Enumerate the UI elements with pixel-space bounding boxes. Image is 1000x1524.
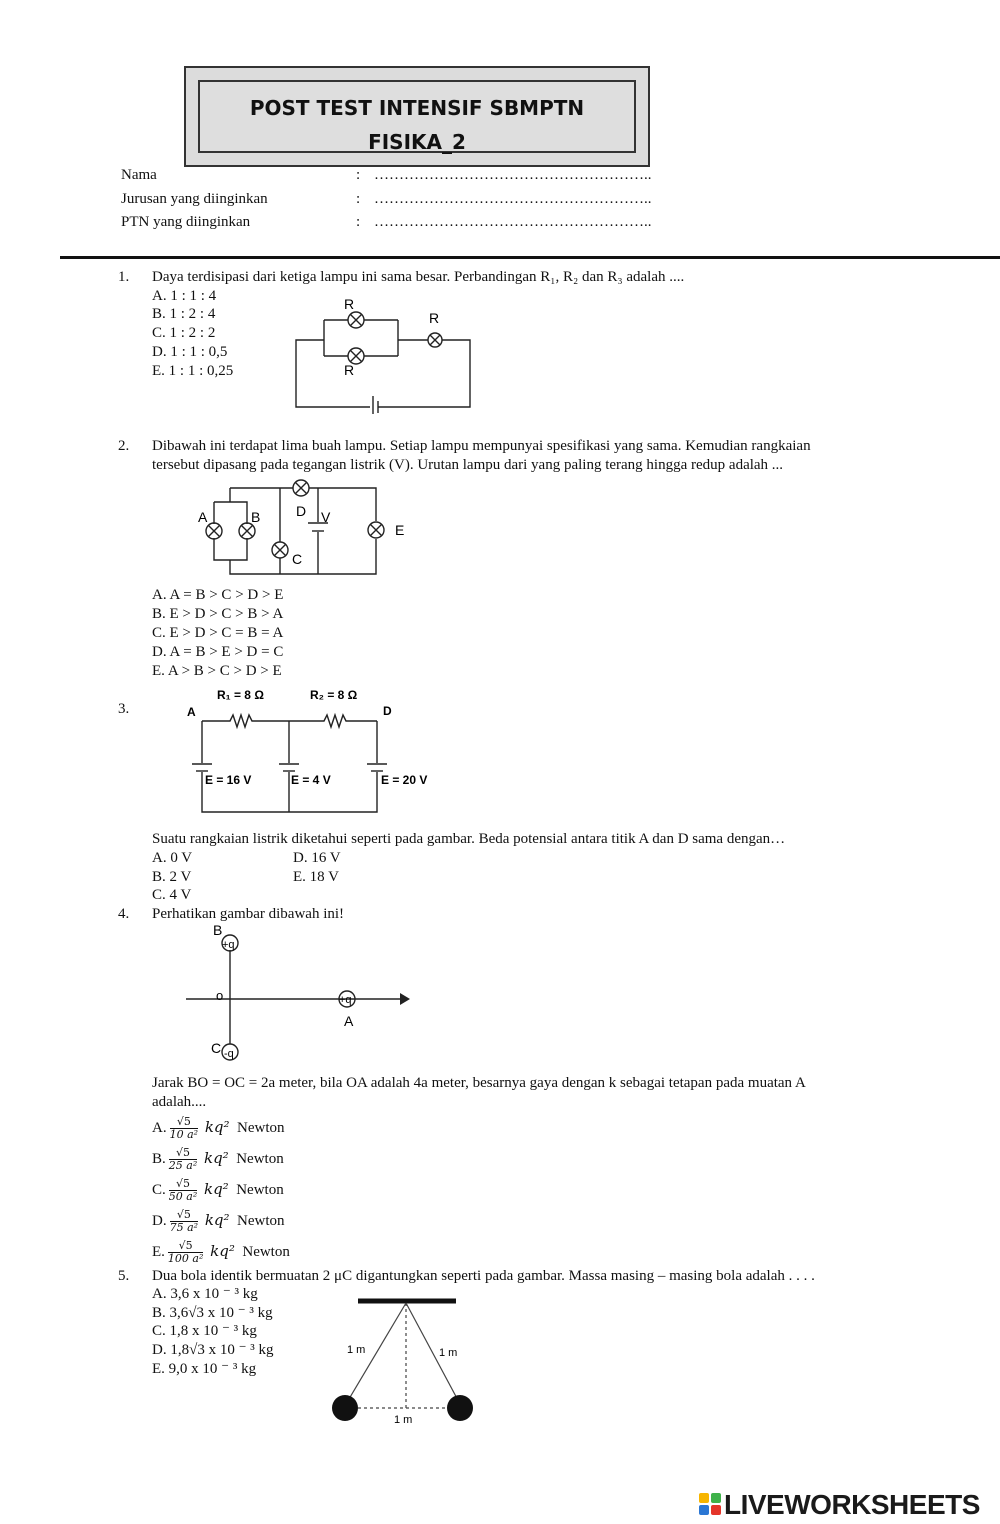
q4-intro: Perhatikan gambar dibawah ini! [152,906,345,922]
q4-label-b: B [213,922,223,938]
q2-number: 2. [118,438,130,454]
q3-label-r1: R₁ = 8 Ω [217,688,264,702]
q4-option-c[interactable]: C. $\frac{√5}{\text{50 a²}}$ kq² Newton [152,1177,284,1204]
title-inner [198,80,636,153]
q2-option-e[interactable]: E. A > B > C > D > E [152,663,282,679]
q2-label-b: B [251,509,261,525]
q1-text: Daya terdisipasi dari ketiga lampu ini sama besar. Perbandingan R₁, R₂ dan R₃ adalah .... [152,269,685,285]
q3-number: 3. [118,701,130,717]
q3-label-d: D [383,704,392,718]
q2-circuit-diagram [190,476,420,586]
q3-option-c[interactable]: C. 4 V [152,887,192,903]
q5-option-b[interactable]: B. 3,6√3 x 10 ⁻ ³ kg [152,1305,273,1321]
q4-option-e[interactable]: E. $\frac{√5}{\text{100 a²}}$ kq² Newton [152,1239,290,1266]
q4-label-a: A [344,1013,354,1029]
ptn-colon: : [356,214,361,230]
q5-pendulum-diagram [320,1290,490,1440]
q4-text-line1: Jarak BO = OC = 2a meter, bila OA adalah 4a meter, besarnya gaya dengan k sebagai tetapan pada muatan A [152,1075,806,1091]
q1-option-e[interactable]: E. 1 : 1 : 0,25 [152,363,234,379]
q2-label-v: V [321,509,331,525]
liveworksheets-logo-text: LIVEWORKSHEETS [724,1489,980,1520]
q3-option-a[interactable]: A. 0 V [152,850,193,866]
q5-number: 5. [118,1268,130,1284]
q3-circuit-diagram [180,684,450,820]
q3-option-d[interactable]: D. 16 V [293,850,341,866]
q5-ball-right [447,1395,473,1421]
major-colon: : [356,191,361,207]
q4-axis-arrow [400,993,410,1005]
q4-option-a[interactable]: A. $\frac{√5}{\text{10 a²}}$ kq² Newton [152,1115,285,1142]
title-box [184,66,650,167]
q1-circuit-diagram [290,292,480,414]
q4-text-line2: adalah.... [152,1094,207,1110]
title-line-1: POST TEST INTENSIF SBMPTN [249,96,585,120]
q4-option-d[interactable]: D. $\frac{√5}{\text{75 a²}}$ kq² Newton [152,1208,285,1235]
header-divider [60,256,1000,259]
q2-text-line2: tersebut dipasang pada tegangan listrik (V). Urutan lampu dari yang paling terang hingga redup adalah ... [152,457,784,473]
ptn-label: PTN yang diinginkan [121,214,251,229]
q1-label-r-bottom: R [344,362,355,378]
q4-label-c: C [211,1040,222,1056]
q5-option-d[interactable]: D. 1,8√3 x 10 ⁻ ³ kg [152,1342,274,1358]
q2-label-e: E [395,522,405,538]
q5-text: Dua bola identik bermuatan 2 μC digantungkan seperti pada gambar. Massa masing – masing bola adalah . . . . [152,1268,815,1284]
name-field[interactable]: ……………………………………………….. [374,167,652,183]
q1-label-r-right: R [429,310,440,326]
q2-option-c[interactable]: C. E > D > C = B = A [152,625,284,641]
q5-ball-left [332,1395,358,1421]
q4-label-qc: -q [224,1048,234,1060]
major-label: Jurusan yang diinginkan [121,191,268,207]
q2-option-d[interactable]: D. A = B > E > D = C [152,644,284,660]
q2-option-a[interactable]: A. A = B > C > D > E [152,587,284,603]
q2-text-line1: Dibawah ini terdapat lima buah lampu. Setiap lampu mempunyai spesifikasi yang sama. Kemudian rangkaian [152,438,811,454]
q3-label-r2: R₂ = 8 Ω [310,688,358,702]
ptn-field[interactable]: ……………………………………………….. [374,214,652,230]
q3-label-e3: E = 20 V [381,773,428,787]
q4-label-qa: +q [339,994,352,1006]
q5-label-left: 1 m [347,1344,366,1356]
q4-charge-diagram [180,920,420,1065]
q2-label-c: C [292,551,303,567]
q3-option-b[interactable]: B. 2 V [152,869,192,885]
q4-option-b[interactable]: B. $\frac{√5}{\text{25 a²}}$ kq² Newton [152,1146,284,1173]
major-field[interactable]: ……………………………………………….. [374,191,652,207]
q5-option-c[interactable]: C. 1,8 x 10 ⁻ ³ kg [152,1323,257,1339]
q5-option-a[interactable]: A. 3,6 x 10 ⁻ ³ kg [152,1286,258,1302]
liveworksheets-logo [698,1490,980,1520]
name-colon: : [356,167,361,183]
q4-number: 4. [118,906,130,922]
q1-option-a[interactable]: A. 1 : 1 : 4 [152,288,217,304]
q1-option-d[interactable]: D. 1 : 1 : 0,5 [152,344,228,360]
q4-label-qb: +q [222,939,235,951]
q2-label-a: A [198,509,208,525]
q1-label-r-top: R [344,296,355,312]
liveworksheets-logo-icon [698,1492,722,1518]
q3-option-e[interactable]: E. 18 V [293,869,339,885]
q3-text: Suatu rangkaian listrik diketahui seperti pada gambar. Beda potensial antara titik A dan D sama dengan… [152,831,786,847]
q5-option-e[interactable]: E. 9,0 x 10 ⁻ ³ kg [152,1361,257,1377]
q1-option-b[interactable]: B. 1 : 2 : 4 [152,306,216,322]
q5-label-right: 1 m [439,1347,458,1359]
q5-label-bottom: 1 m [394,1414,413,1426]
q4-label-o: o [216,988,224,1003]
q1-number: 1. [118,269,130,285]
title-line-2: FISIKA_2 [368,130,466,154]
q2-option-b[interactable]: B. E > D > C > B > A [152,606,284,622]
name-label: Nama [121,167,157,183]
q3-label-a: A [187,705,196,719]
q2-label-d: D [296,503,307,519]
q3-label-e2: E = 4 V [291,773,331,787]
q1-option-c[interactable]: C. 1 : 2 : 2 [152,325,216,341]
q3-label-e1: E = 16 V [205,773,252,787]
